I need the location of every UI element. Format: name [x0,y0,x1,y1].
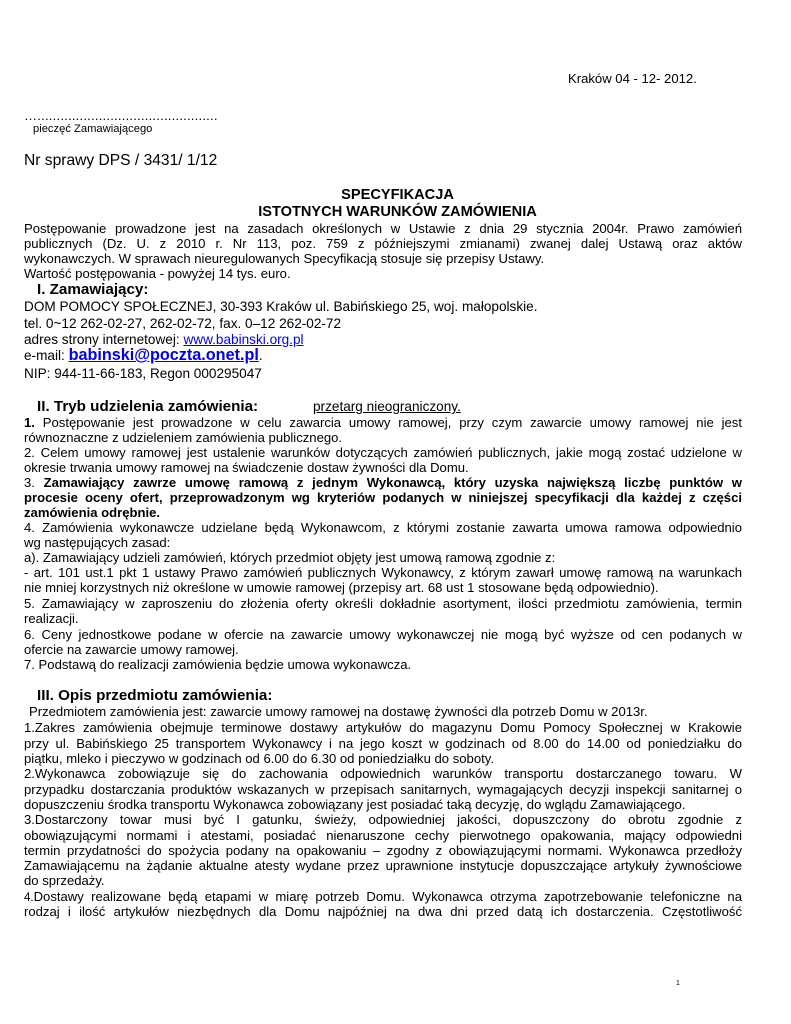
sec2-p1-text: Postępowanie jest prowadzone w celu zawarcia umowy ramowej, przy czym zawarcie umowy ramowej nie jest [34,415,742,430]
intro-line-2: publicznych (Dz. U. z 2010 r. Nr 113, poz. 759 z późniejszymi zmianami) zwanej dalej Ustawą oraz aktów [24,236,742,251]
procurement-mode: przetarg nieograniczony. [313,399,461,414]
section-2-heading: II. Tryb udzielenia zamówienia: [37,398,259,415]
sec3-p2-line-2: przypadku dostarczania produktów wskazanych w przepisach sanitarnych, wymagających decyzji inspekcji sanitarnej o [24,782,742,797]
sec2-p5-line-2: realizacji. [24,611,79,626]
sec2-p1-number: 1. [24,415,35,430]
sec3-intro: Przedmiotem zamówienia jest: zawarcie umowy ramowej na dostawę żywności dla potrzeb Domu w 2013r. [29,704,648,719]
sec2-p4-line-5: nie mniej korzystnych niż określone w umowie ramowej (przepisy art. 68 ust 1 stosowane będą odpowiednio). [24,580,659,595]
sec2-p3-text: Zamawiający zawrze umowę ramową z jednym Wykonawcą, który uzyska największą liczbę punktów w [43,475,742,490]
email-link[interactable]: babinski@poczta.onet.pl [68,346,259,364]
stamp-label: pieczęć Zamawiającego [33,123,153,135]
sec2-p3-number: 3. [24,475,44,490]
sec3-p1-line-2: przy ul. Babińskiego 25 transportem Wykonawcy i na jego koszt w godzinach od 8.00 do 14.00 od poniedziałku do [24,736,742,751]
contracting-authority-address: DOM POMOCY SPOŁECZNEJ, 30-393 Kraków ul. Babińskiego 25, woj. małopolskie. [24,299,538,314]
title-line-1: SPECYFIKACJA [341,187,454,203]
sec2-p3-line-3: zamówienia odrębnie. [24,505,161,520]
sec2-p3-line-1 [24,475,742,491]
contracting-authority-phone: tel. 0~12 262-02-27, 262-02-72, fax. 0–12 262-02-72 [24,316,342,331]
sec2-p4-line-3: a). Zamawiający udzieli zamówień, których przedmiot objęty jest umową ramową zgodnie z: [24,550,556,565]
nip-regon: NIP: 944-11-66-183, Regon 000295047 [24,366,262,381]
website-link[interactable]: www.babinski.org.pl [183,332,304,347]
sec2-p2-line-2: okresie trwania umowy ramowej na świadczenie dostaw żywności dla Domu. [24,460,469,475]
sec3-p3-line-5: do sprzedaży. [24,873,105,888]
email-row [24,346,263,365]
sec2-p1-line-2: równoznaczne z udzieleniem zamówienia publicznego. [24,430,343,445]
title-line-2: ISTOTNYCH WARUNKÓW ZAMÓWIENIA [258,204,537,220]
sec3-p2-line-1: 2.Wykonawca zobowiązuje się do zachowania odpowiednich warunków transportu dostarczanego towaru. W [24,766,742,781]
case-number: Nr sprawy DPS / 3431/ 1/12 [24,152,218,169]
stamp-dotted-line: …............................................... [24,108,218,123]
document-date: Kraków 04 - 12- 2012. [568,71,697,86]
sec3-p4-number: 4. [24,892,34,904]
sec3-p3-line-3: termin przydatności do spożycia podany na opakowaniu – zgodny z obowiązującymi normami. Wykonawca przedłoży [24,843,742,858]
intro-line-3: wykonawczych. W sprawach nieuregulowanych Specyfikacją stosuje się przepisy Ustawy. [24,251,545,266]
section-3-heading: III. Opis przedmiotu zamówienia: [37,687,273,704]
sec3-p1-line-3: piątku, mleko i pieczywo w godzinach od 6.00 do 6.30 od poniedziałku do soboty. [24,751,494,766]
sec2-p4-line-2: wg następujących zasad: [24,535,171,550]
sec2-p5-line-1: 5. Zamawiający w zaproszeniu do złożenia oferty określi dokładnie asortyment, ilości przedmiotu zamówienia, termin [24,596,742,611]
sec3-p4-line-2: rodzaj i ilość artykułów niezbędnych dla Domu najpóźniej na dwa dni przed datą ich dostarczenia. Częstotliwość [24,904,742,919]
procedure-value: Wartość postępowania - powyżej 14 tys. euro. [24,266,291,281]
sec2-p4-line-1: 4. Zamówienia wykonawcze udzielane będą Wykonawcom, z którymi zostanie zawarta umowa ramowa odpowiednio [24,520,742,535]
sec3-p3-line-1: 3.Dostarczony towar musi być I gatunku, świeży, odpowiedniej jakości, dopuszczony do obrotu zgodnie z [24,812,742,827]
sec2-p7-line-1: 7. Podstawą do realizacji zamówienia będzie umowa wykonawcza. [24,657,412,672]
website-row [24,332,304,347]
sec2-p3-line-2: procesie oceny ofert, przeprowadzonym wg kryteriów podanych w niniejszej specyfikacji dla każdej z części [24,490,742,505]
section-1-heading: I. Zamawiający: [37,281,149,298]
sec2-p4-line-4: - art. 101 ust.1 pkt 1 ustawy Prawo zamówień publicznych Wykonawcy, z którym zawarł umowę ramową na warunkach [24,565,742,580]
sec3-p3-line-4: Zamawiającemu na żądanie aktualne atesty wydane przez uprawnione instytucje dopuszczające artykuły żywnościowe [24,858,742,873]
sec2-p1-line-1 [24,415,742,431]
sec3-p2-line-3: dopuszczeniu środka transportu Wykonawca zobowiązany jest posiadać taką decyzję, do wglądu Zamawiającego. [24,797,686,812]
email-period: . [258,348,263,363]
sec2-p6-line-1: 6. Ceny jednostkowe podane w ofercie na zawarcie umowy wykonawczej nie mogą być wyższe od cen podanych w [24,627,742,642]
sec3-p3-line-2: obowiązującymi normami i atestami, posiadać nienaruszone cechy pierwotnego opakowania, mający odpowiedni [24,828,742,843]
sec3-p4-text: Dostawy realizowane będą etapami w miarę potrzeb Domu. Wykonawca otrzyma zapotrzebowanie telefoniczne na [33,889,742,904]
email-label: e-mail: [24,348,69,363]
website-label: adres strony internetowej: [24,332,184,347]
intro-line-1: Postępowanie prowadzone jest na zasadach określonych w Ustawie z dnia 29 stycznia 2004r. Prawo zamówień [24,221,742,236]
page-number: 1 [676,980,680,987]
sec2-p6-line-2: ofercie na zawarcie umowy ramowej. [24,642,239,657]
sec3-p1-line-1: 1.Zakres zamówienia obejmuje terminowe dostawy artykułów do magazynu Domu Pomocy Społecznej w Krakowie [24,720,742,735]
sec2-p2-line-1: 2. Celem umowy ramowej jest ustalenie warunków dotyczących zamówień publicznych, jakie mogą zostać udzielone w [24,445,742,460]
